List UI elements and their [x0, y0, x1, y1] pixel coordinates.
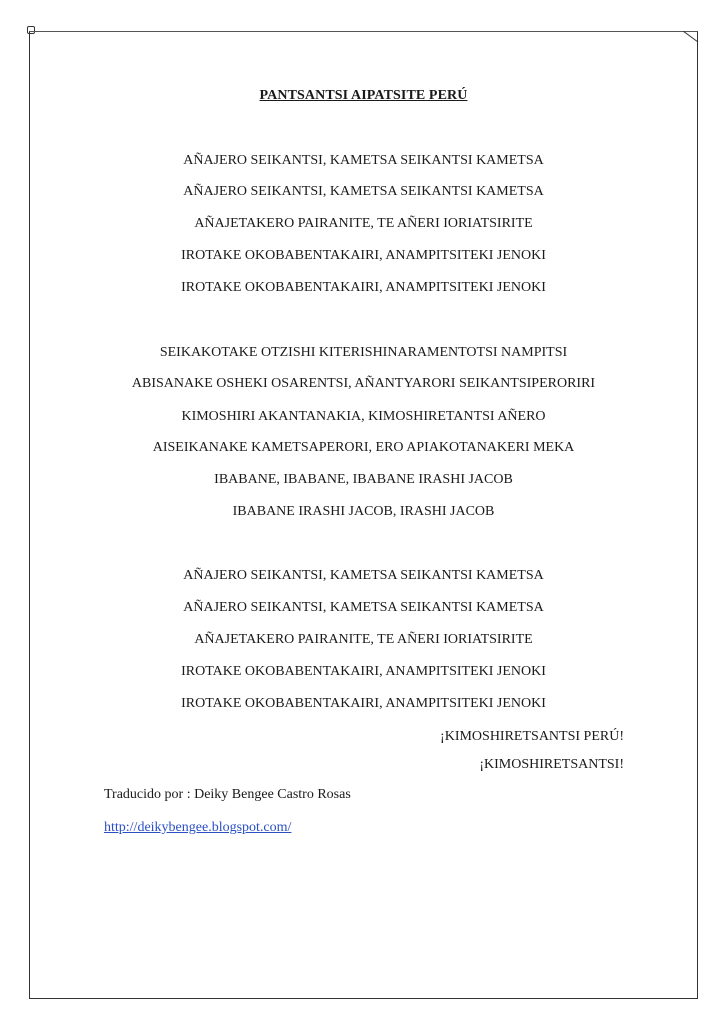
stanza-1-line-2: AÑAJERO SEIKANTSI, KAMETSA SEIKANTSI KAMETSA — [183, 184, 544, 199]
page-fold-icon — [683, 31, 699, 43]
stanza-1-line-5: IROTAKE OKOBABENTAKAIRI, ANAMPITSITEKI JENOKI — [181, 280, 546, 295]
blog-link[interactable]: http://deikybengee.blogspot.com/ — [104, 820, 292, 835]
stanza-2-line-6: IBABANE IRASHI JACOB, IRASHI JACOB — [232, 504, 495, 519]
stanza-3-line-2: AÑAJERO SEIKANTSI, KAMETSA SEIKANTSI KAMETSA — [183, 600, 544, 615]
stanza-3-line-5: IROTAKE OKOBABENTAKAIRI, ANAMPITSITEKI JENOKI — [181, 696, 546, 711]
stanza-3-line-4: IROTAKE OKOBABENTAKAIRI, ANAMPITSITEKI JENOKI — [181, 664, 546, 679]
stanza-1-line-3: AÑAJETAKERO PAIRANITE, TE AÑERI IORIATSIRITE — [194, 216, 533, 231]
stanza-3-line-1: AÑAJERO SEIKANTSI, KAMETSA SEIKANTSI KAMETSA — [183, 568, 544, 583]
stanza-2-line-1: SEIKAKOTAKE OTZISHI KITERISHINARAMENTOTSI NAMPITSI — [159, 345, 568, 360]
stanza-2-line-5: IBABANE, IBABANE, IBABANE IRASHI JACOB — [214, 472, 513, 487]
exclamation-2: ¡KIMOSHIRETSANTSI! — [479, 757, 624, 772]
stanza-2-line-3: KIMOSHIRI AKANTANAKIA, KIMOSHIRETANTSI AÑERO — [181, 409, 546, 424]
page-title: PANTSANTSI AIPATSITE PERÚ — [259, 88, 468, 103]
stanza-2-line-2: ABISANAKE OSHEKI OSARENTSI, AÑANTYARORI SEIKANTSIPERORIRI — [131, 376, 596, 391]
translator-credit: Traducido por : Deiky Bengee Castro Rosas — [104, 787, 351, 802]
stanza-1-line-1: AÑAJERO SEIKANTSI, KAMETSA SEIKANTSI KAMETSA — [183, 153, 544, 168]
stanza-3-line-3: AÑAJETAKERO PAIRANITE, TE AÑERI IORIATSIRITE — [194, 632, 533, 647]
exclamation-1: ¡KIMOSHIRETSANTSI PERÚ! — [440, 729, 624, 744]
stanza-2-line-4: AISEIKANAKE KAMETSAPERORI, ERO APIAKOTANAKERI MEKA — [152, 440, 575, 455]
stanza-1-line-4: IROTAKE OKOBABENTAKAIRI, ANAMPITSITEKI JENOKI — [181, 248, 546, 263]
